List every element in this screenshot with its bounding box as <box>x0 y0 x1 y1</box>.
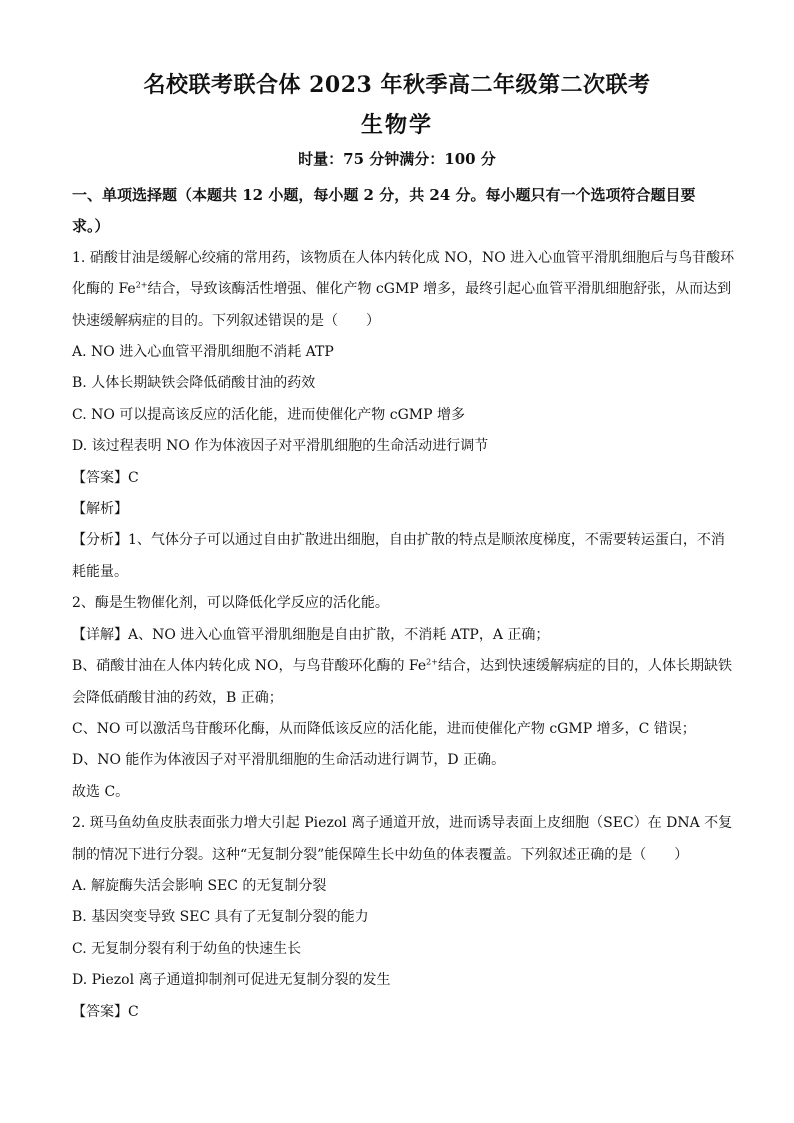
q1-fenxi-tag: 【分析】 <box>72 532 128 549</box>
q1-detail-a <box>72 620 724 651</box>
exam-title: 名校联考联合体 2023 年秋季高二年级第二次联考 <box>143 72 651 98</box>
q1-answer-value: C <box>128 469 139 486</box>
q2-answer <box>72 997 724 1028</box>
q1-detail-b-a: B、硝酸甘油在人体内转化成 NO，与鸟苷酸环化酶的 Fe <box>72 658 427 675</box>
q1-detail-tag: 【详解】 <box>72 626 128 643</box>
q1-detail-a-text: A、NO 进入心血管平滑肌细胞是自由扩散，不消耗 ATP，A 正确； <box>128 626 550 643</box>
q1-option-c: C. NO 可以提高该反应的活化能，进而使催化产物 cGMP 增多 <box>72 406 465 423</box>
q1-fenxi-line1 <box>72 525 724 556</box>
q1-detail-d: D、NO 能作为体液因子对平滑肌细胞的生命活动进行调节，D 正确。 <box>72 752 506 769</box>
q1-analysis-tag: 【解析】 <box>72 501 128 518</box>
q1-fenxi-text1: 1、气体分子可以通过自由扩散进出细胞，自由扩散的特点是顺浓度梯度，不需要转运蛋白，不消 <box>128 532 725 549</box>
q1-detail-b-sup: 2+ <box>426 657 438 667</box>
q1-stem-line3: 快速缓解病症的目的。下列叙述错误的是（ ） <box>72 312 380 329</box>
q1-answer-tag: 【答案】 <box>72 469 128 486</box>
q2-option-c: C. 无复制分裂有利于幼鱼的快速生长 <box>72 940 302 957</box>
q1-detail-b-line1 <box>72 651 732 682</box>
q1-option-d: D. 该过程表明 NO 作为体液因子对平滑肌细胞的生命活动进行调节 <box>72 438 489 455</box>
q1-stem-line2-sup: 2+ <box>135 280 148 290</box>
q1-detail-b-b: 结合，达到快速缓解病症的目的，人体长期缺铁 <box>437 658 732 675</box>
q1-fenxi-line2: 2、酶是生物催化剂，可以降低化学反应的活化能。 <box>72 595 389 612</box>
q2-answer-tag: 【答案】 <box>72 1003 128 1020</box>
q1-option-b: B. 人体长期缺铁会降低硝酸甘油的药效 <box>72 375 316 392</box>
q1-answer <box>72 463 724 494</box>
q2-stem-line2: 制的情况下进行分裂。这种“无复制分裂”能保障生长中幼鱼的体表覆盖。下列叙述正确的是（ ） <box>72 846 689 863</box>
q2-stem-line1: 2. 斑马鱼幼鱼皮肤表面张力增大引起 Piezol 离子通道开放，进而诱导表面上皮细胞（SEC）在 DNA 不复 <box>72 815 733 832</box>
q1-conclusion: 故选 C。 <box>72 783 130 800</box>
q2-option-d: D. Piezol 离子通道抑制剂可促进无复制分裂的发生 <box>72 972 391 989</box>
q1-option-a: A. NO 进入心血管平滑肌细胞不消耗 ATP <box>72 344 334 361</box>
q1-stem-line2-b: 结合，导致该酶活性增强、催化产物 cGMP 增多，最终引起心血管平滑肌细胞舒张，从而达到 <box>147 281 732 298</box>
q2-answer-value: C <box>128 1003 139 1020</box>
q1-fenxi-line1b: 耗能量。 <box>72 563 128 580</box>
q2-option-a: A. 解旋酶失活会影响 SEC 的无复制分裂 <box>72 877 327 894</box>
q1-stem-line2-a: 化酶的 Fe <box>72 281 136 298</box>
section-heading-line1: 一、单项选择题（本题共 12 小题，每小题 2 分，共 24 分。每小题只有一个选项符合题目要 <box>72 186 696 204</box>
exam-info: 时量：75 分钟满分：100 分 <box>298 150 496 168</box>
q2-option-b: B. 基因突变导致 SEC 具有了无复制分裂的能力 <box>72 909 369 926</box>
document-body <box>72 180 735 1028</box>
q1-stem-line2 <box>72 274 732 305</box>
q1-stem-line1: 1. 硝酸甘油是缓解心绞痛的常用药，该物质在人体内转化成 NO，NO 进入心血管平滑肌细胞后与鸟苷酸环 <box>72 249 735 266</box>
exam-subject: 生物学 <box>360 112 433 138</box>
q1-detail-c: C、NO 可以激活鸟苷酸环化酶，从而降低该反应的活化能，进而使催化产物 cGMP 增多，C 错误； <box>72 720 696 737</box>
section-heading-line2: 求。） <box>72 217 110 236</box>
q1-detail-b-line2: 会降低硝酸甘油的药效，B 正确； <box>72 689 283 706</box>
